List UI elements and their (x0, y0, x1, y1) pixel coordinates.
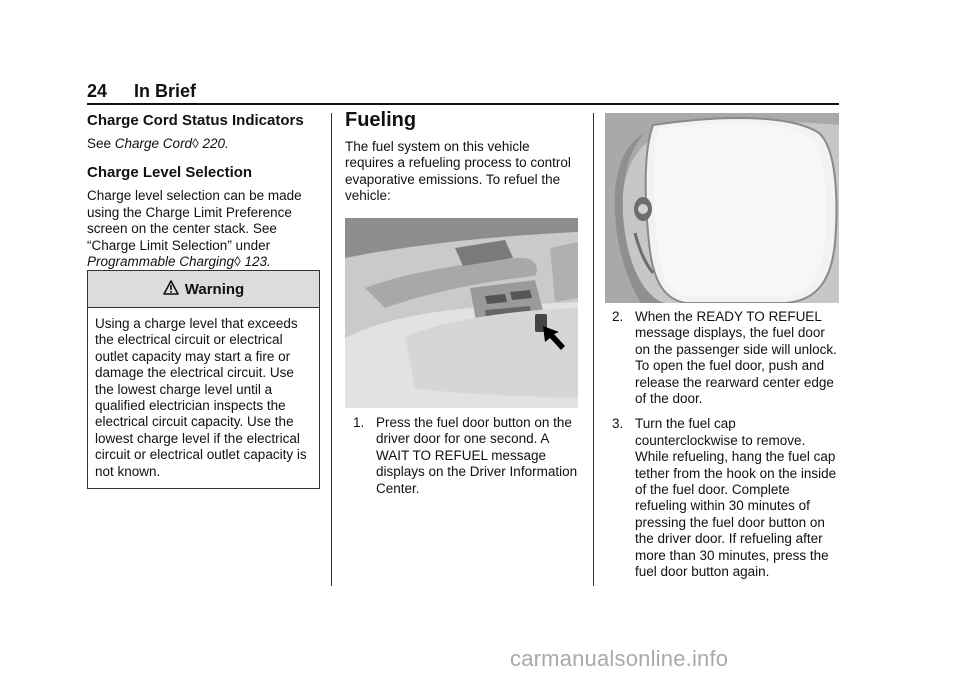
step-text: Turn the fuel cap counterclockwise to remove. While refueling, hang the fuel cap tether from the hook on the inside of the fuel door. Complete refueling within 30 minutes of pressing the fuel door button on the driver door. If refueling after more than 30 minutes, press the fuel door button again. (635, 416, 837, 580)
charge-cord-link[interactable]: Charge Cord (114, 136, 193, 151)
list-item (612, 309, 840, 407)
charge-cord-page: 220. (202, 136, 229, 151)
ref-symbol: ◊ (234, 254, 241, 270)
column-divider (593, 113, 594, 586)
charge-cord-see-paragraph (87, 136, 327, 152)
charge-limit-quote: “Charge Limit Selection” under (87, 237, 271, 253)
page-number: 24 (87, 81, 108, 101)
warning-text: Using a charge level that exceeds the electrical circuit or electrical outlet capacity may start a fire or damage the electrical circuit. Use the lowest charge level until a qualified electrician inspects the electrical circuit capacity. Use the lowest charge level if the electrical circuit or electrical outlet capacity is not known. (95, 316, 307, 479)
fueling-step-1 (353, 415, 578, 506)
fueling-steps-continued (612, 309, 840, 590)
fueling-heading: Fueling (345, 109, 417, 131)
list-item (353, 415, 578, 497)
header-rule (87, 103, 839, 105)
fuel-door-illustration (605, 113, 839, 303)
step-number: 3. (612, 416, 624, 432)
charge-level-heading: Charge Level Selection (87, 164, 253, 182)
step-number: 2. (612, 309, 624, 324)
charge-level-text: Charge level selection can be made using the Charge Limit Preference screen on the center stack. See (87, 188, 302, 237)
warning-header (88, 271, 319, 308)
fueling-intro: The fuel system on this vehicle requires a refueling process to control evaporative emissions. To refuel the vehicle: (345, 139, 571, 204)
warning-title: Warning (184, 280, 245, 298)
driver-door-illustration (345, 218, 578, 408)
programmable-charging-page: 123. (244, 254, 271, 270)
step-text: Press the fuel door button on the driver door for one second. A WAIT TO REFUEL message displays on the Driver Information Center. (376, 415, 578, 496)
ref-symbol: ◊ (192, 136, 199, 151)
column-divider (331, 113, 332, 586)
see-prefix: See (87, 136, 115, 151)
step-text: When the READY TO REFUEL message displays, the fuel door on the passenger side will unlock. To open the fuel door, push and release the rearward center edge of the door. (635, 309, 837, 407)
list-item (612, 416, 840, 580)
watermark: carmanualsonline.info (510, 646, 729, 671)
section-title: In Brief (134, 81, 197, 101)
programmable-charging-link[interactable]: Programmable Charging (87, 254, 235, 270)
column-left (87, 112, 327, 282)
step-number: 1. (353, 415, 365, 430)
charge-cord-status-heading: Charge Cord Status Indicators (87, 112, 304, 129)
charge-level-paragraph (87, 188, 327, 270)
warning-triangle-icon (163, 280, 179, 299)
warning-box (87, 270, 320, 489)
